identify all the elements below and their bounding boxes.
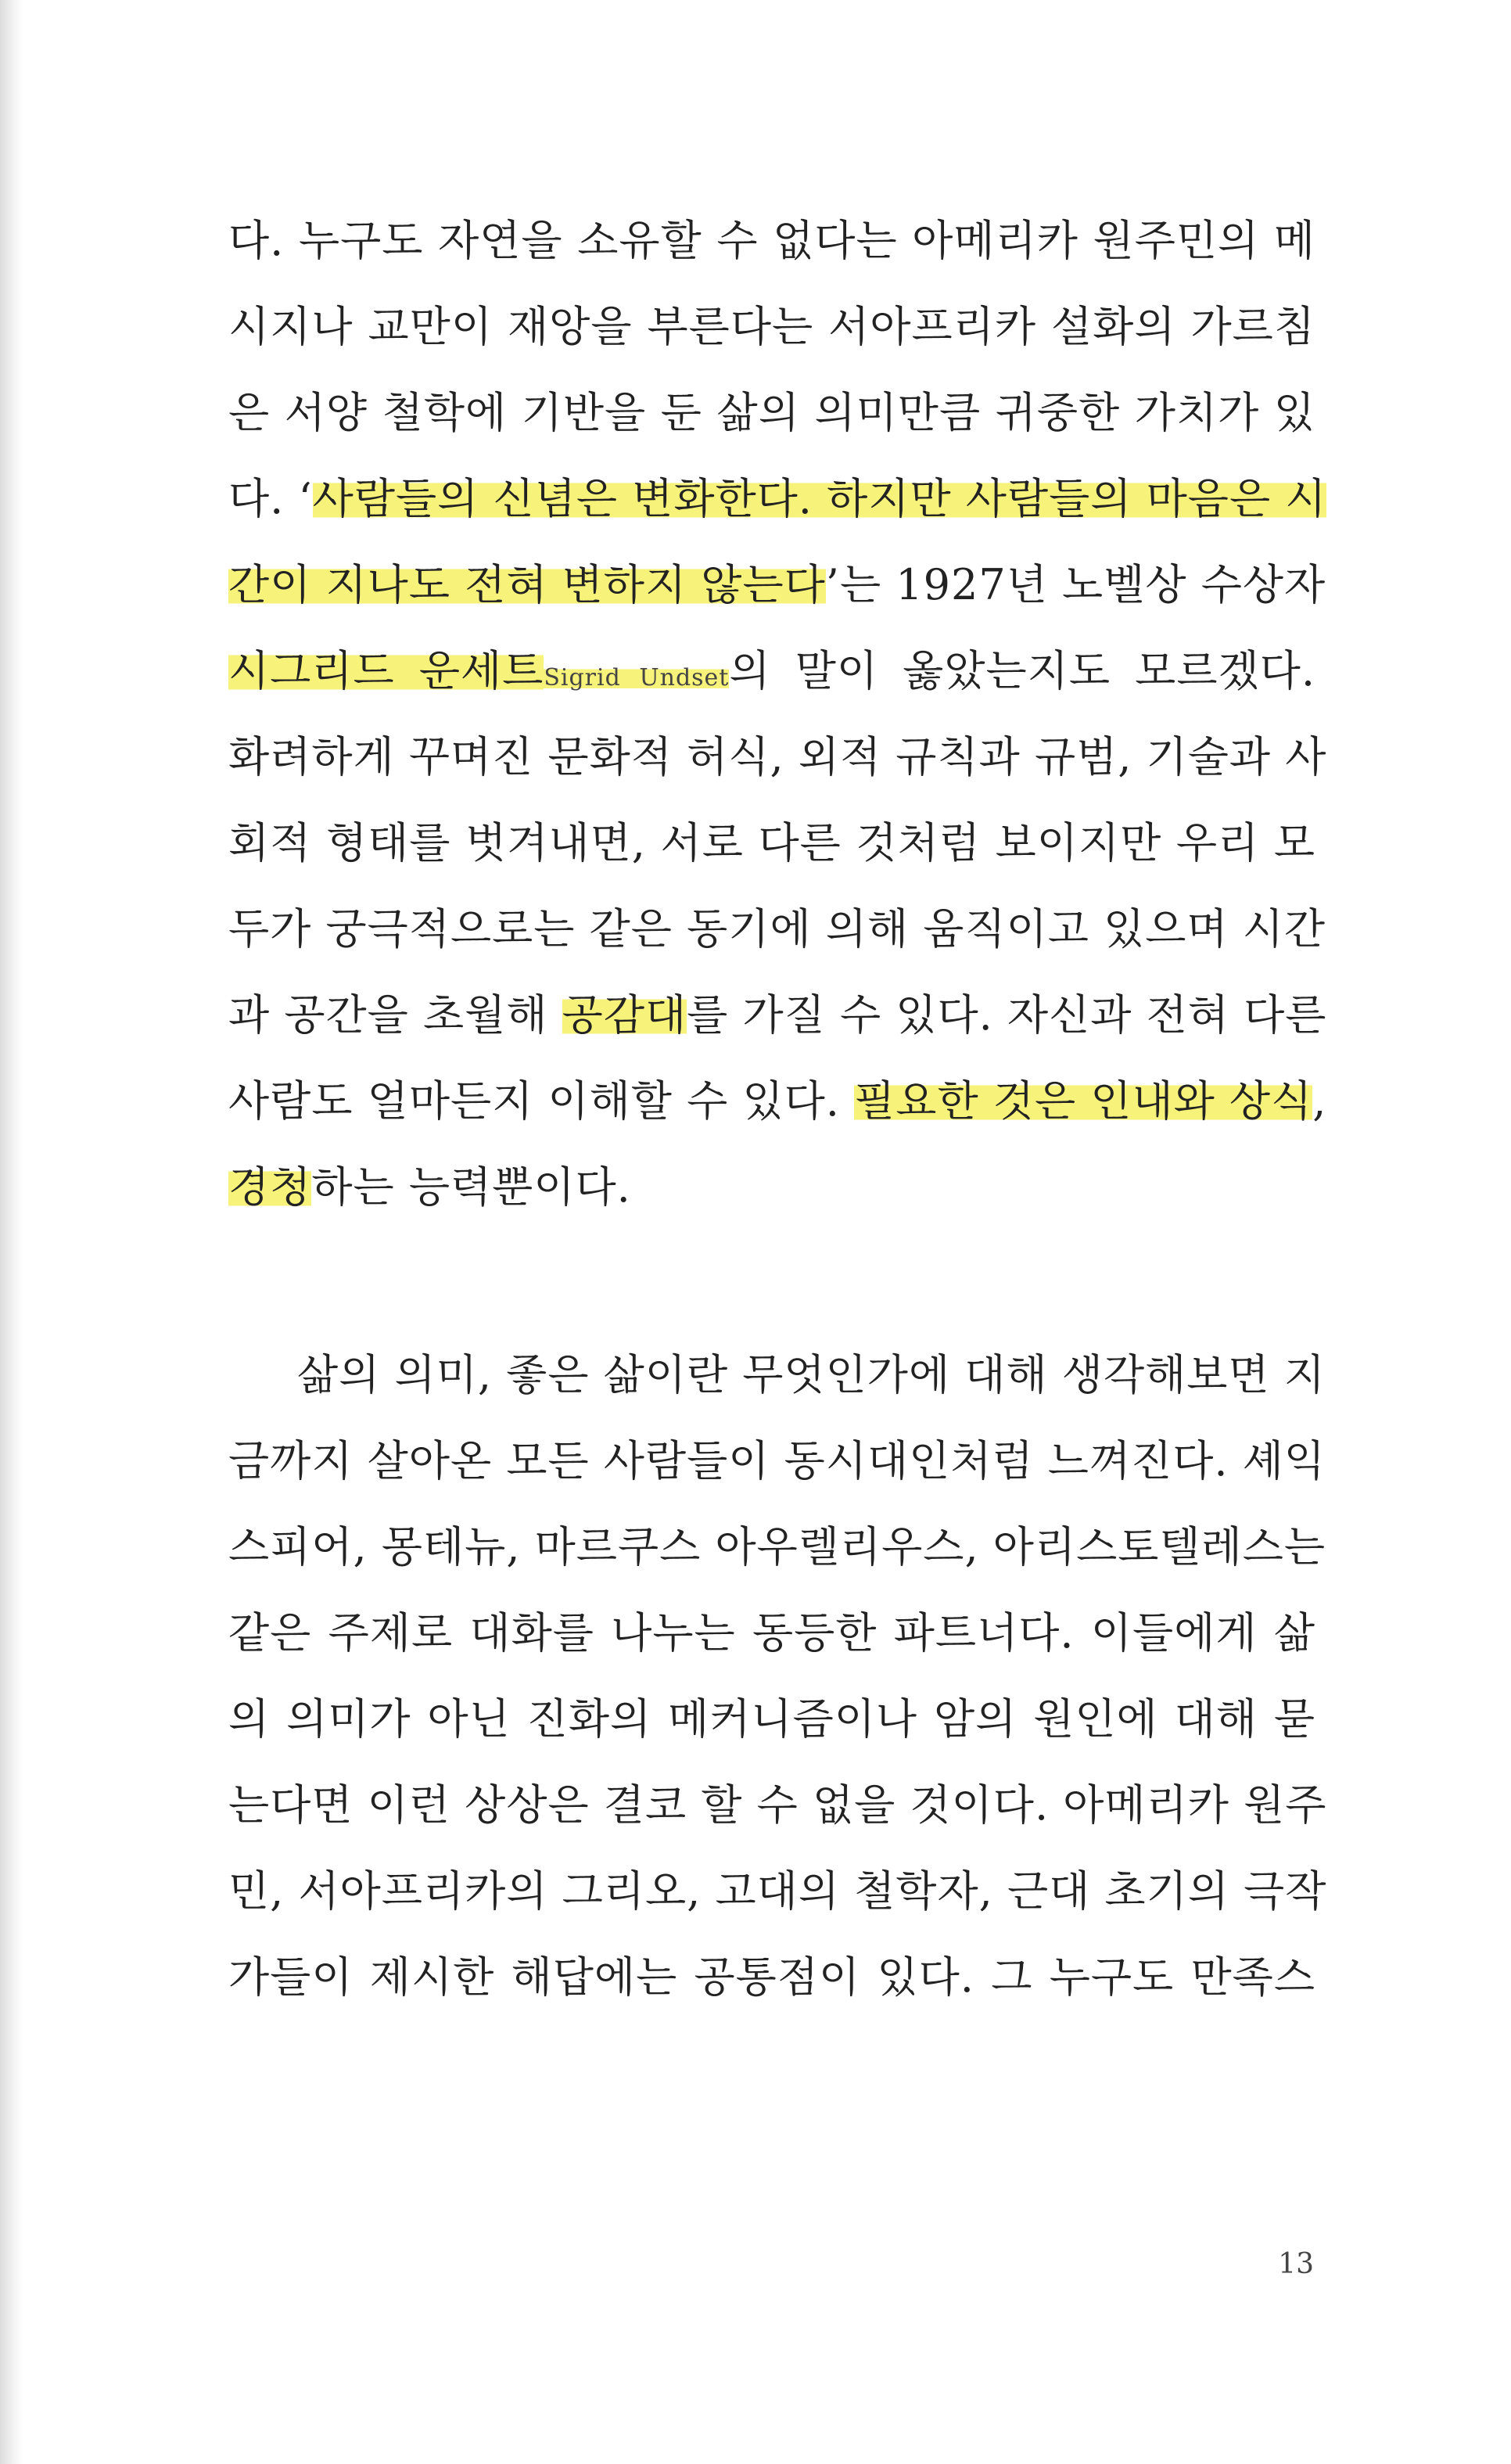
paragraph1-line10-text-b: 를 가질 수 있다. 자신과 전혀 다른 — [687, 990, 1327, 1040]
highlight-patience: 필요한 것은 인내와 상식 — [854, 1076, 1313, 1126]
highlight-listening: 경청 — [228, 1162, 312, 1212]
paragraph1-line9: 두가 궁극적으로는 같은 동기에 의해 움직이고 있으며 시간 — [228, 904, 1326, 954]
paragraph2-line6: 는다면 이런 상상은 결코 할 수 없을 것이다. 아메리카 원주 — [228, 1780, 1327, 1830]
highlight-author-name: 시그리드 운세트 — [228, 646, 544, 695]
paragraph1-line11 — [228, 1070, 1327, 1133]
paragraph1-line10 — [228, 984, 1327, 1047]
highlight-quote-end: 간이 지나도 전혀 변하지 않는다 — [228, 560, 826, 609]
paragraph1-line12-text: 하는 능력뿐이다. — [311, 1162, 631, 1212]
paragraph1-line7: 화려하게 꾸며진 문화적 허식, 외적 규칙과 규범, 기술과 사 — [228, 732, 1327, 781]
paragraph1-line2: 시지나 교만이 재앙을 부른다는 서아프리카 설화의 가르침 — [228, 302, 1315, 351]
highlight-empathy: 공감대 — [562, 990, 687, 1040]
paragraph1-line1: 다. 누구도 자연을 소유할 수 없다는 아메리카 원주민의 메 — [228, 216, 1315, 265]
paragraph1-line12 — [228, 1156, 1315, 1219]
paragraph2-line4: 같은 주제로 대화를 나누는 동등한 파트너다. 이들에게 삶 — [228, 1608, 1315, 1658]
page-number: 13 — [1278, 2248, 1314, 2280]
paragraph2-line8: 가들이 제시한 해답에는 공통점이 있다. 그 누구도 만족스 — [228, 1952, 1315, 2002]
paragraph1-line11-text-a: 사람도 얼마든지 이해할 수 있다. — [228, 1076, 855, 1126]
paragraph2-line3: 스피어, 몽테뉴, 마르쿠스 아우렐리우스, 아리스토텔레스는 — [228, 1522, 1326, 1571]
paragraph1-line5 — [228, 554, 1326, 616]
paragraph2-line1: 삶의 의미, 좋은 삶이란 무엇인가에 대해 생각해보면 지 — [297, 1350, 1326, 1399]
paragraph1-line8: 회적 형태를 벗겨내면, 서로 다른 것처럼 보이지만 우리 모 — [228, 818, 1315, 867]
paragraph1-line10-text-a: 과 공간을 초월해 — [228, 990, 562, 1040]
author-latin-name: Sigrid Undset — [544, 664, 730, 691]
paragraph1-line3: 은 서양 철학에 기반을 둔 삶의 의미만큼 귀중한 가치가 있 — [228, 388, 1315, 437]
highlight-quote-start: 사람들의 신념은 변화한다. 하지만 사람들의 마음은 시 — [312, 474, 1327, 523]
paragraph2-line2: 금까지 살아온 모든 사람들이 동시대인처럼 느껴진다. 셰익 — [228, 1436, 1326, 1485]
paragraph2-line5: 의 의미가 아닌 진화의 메커니즘이나 암의 원인에 대해 묻 — [228, 1694, 1315, 1744]
paragraph1-line5-text: ’는 1927년 노벨상 수상자 — [825, 560, 1326, 609]
paragraph2-line7: 민, 서아프리카의 그리오, 고대의 철학자, 근대 초기의 극작 — [228, 1866, 1327, 1916]
paragraph1-line6-text: 의 말이 옳았는지도 모르겠다. — [729, 646, 1315, 695]
paragraph1-line4 — [228, 468, 1327, 530]
paragraph1-line11-text-b: , — [1312, 1076, 1327, 1126]
paragraph1-line4-text: 다. ‘ — [228, 474, 313, 523]
paragraph1-line6 — [228, 640, 1315, 702]
